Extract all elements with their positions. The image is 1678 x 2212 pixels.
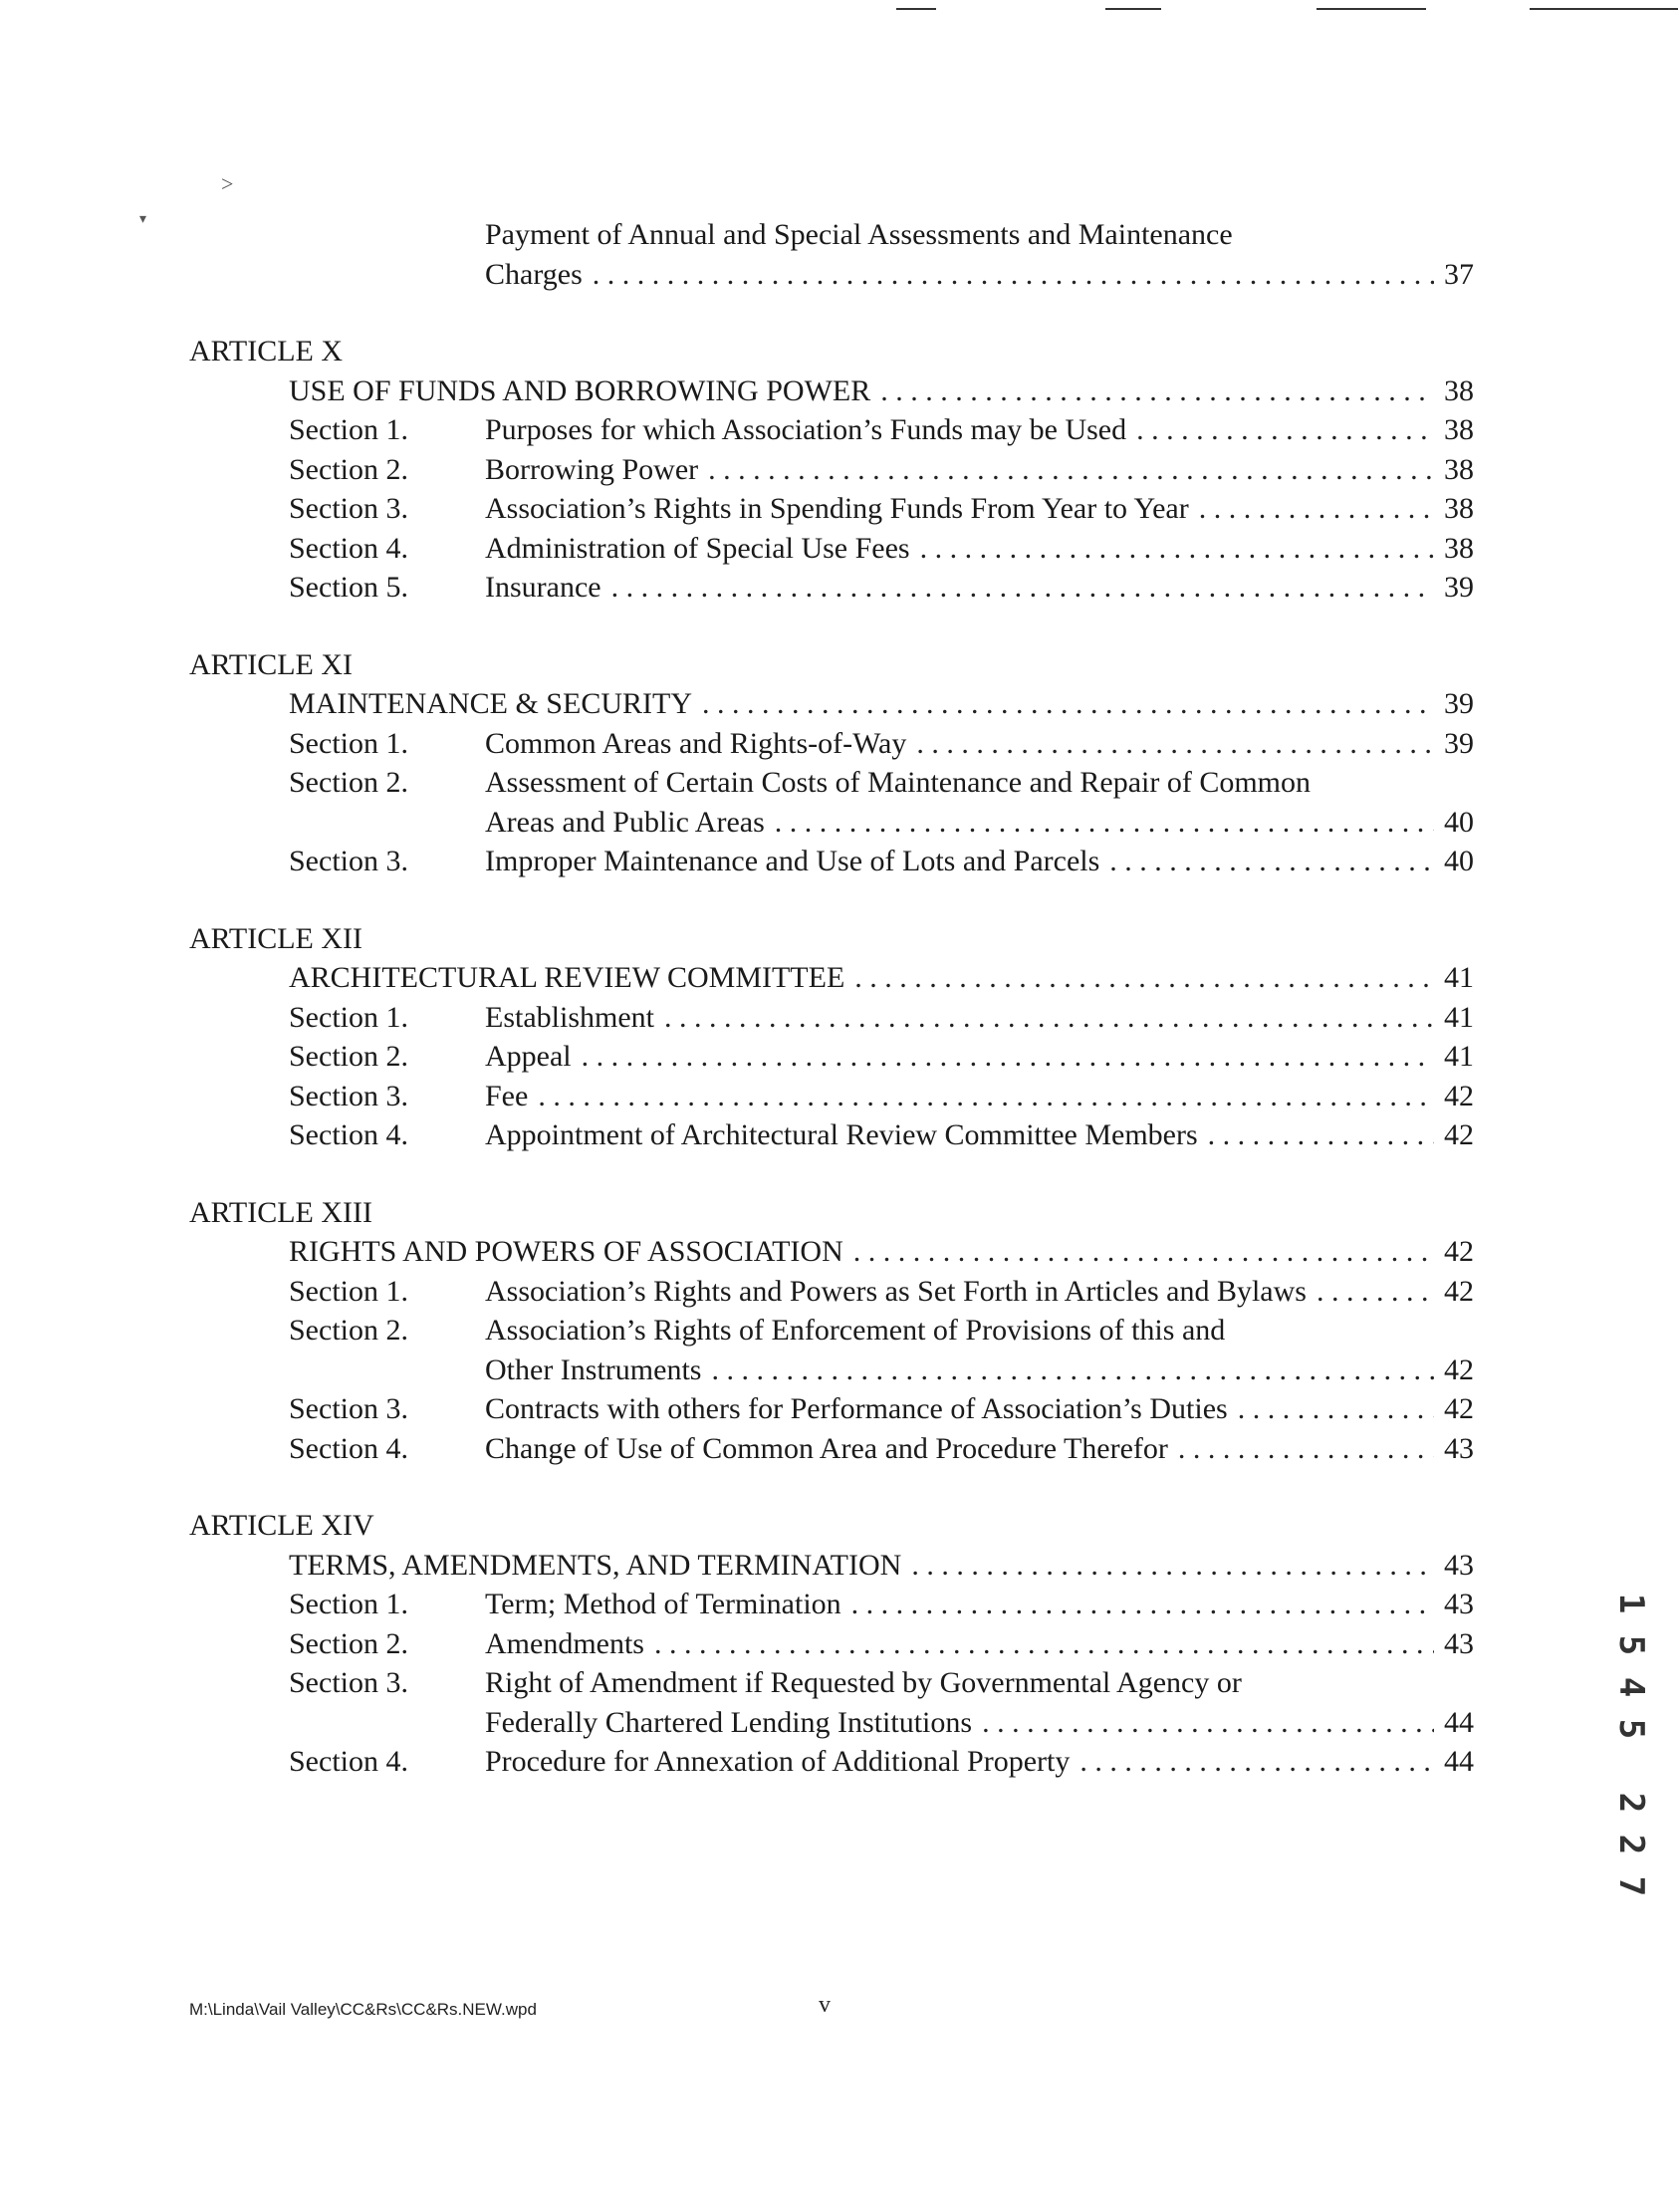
scan-artifact-line [1105,8,1161,10]
section-title: Appeal [485,1040,572,1073]
dot-leader [880,371,1434,411]
table-of-contents [189,215,1474,1782]
stamp-digit: 2 [1611,1792,1651,1814]
toc-page-number: 40 [1444,845,1474,877]
dot-leader [920,529,1434,569]
toc-article [189,645,1474,881]
stamp-digit: 2 [1611,1834,1651,1855]
toc-page-number: 37 [1444,257,1474,291]
section-title: Common Areas and Rights-of-Way [485,726,907,760]
toc-page-number: 41 [1444,1000,1474,1034]
section-number: Section 3. [289,1666,408,1699]
toc-section-row [189,1077,1474,1116]
toc-page-number: 44 [1444,1745,1474,1778]
dot-leader [854,958,1434,998]
article-heading-row [189,684,1474,724]
section-number: Section 2. [289,1626,408,1660]
section-title: Term; Method of Termination [485,1588,841,1620]
section-title-continued: Other Instruments [485,1352,702,1386]
toc-section-row [189,1037,1474,1077]
dot-leader [1178,1429,1434,1469]
toc-section-row [189,568,1474,608]
section-number: Section 3. [289,1079,408,1112]
dot-leader [708,450,1434,490]
toc-page-number: 38 [1444,373,1474,407]
toc-section-row [189,529,1474,569]
toc-article [189,1193,1474,1469]
article-heading: ARCHITECTURAL REVIEW COMMITTEE [289,961,845,994]
section-number: Section 2. [289,766,408,799]
dot-leader [664,998,1434,1038]
dot-leader [593,255,1434,295]
section-title: Insurance [485,571,601,604]
section-number: Section 1. [289,1588,408,1620]
toc-section-row [189,724,1474,764]
section-number: Section 3. [289,492,408,525]
section-number: Section 3. [289,845,408,877]
toc-section-row [189,1389,1474,1429]
footer-file-path: M:\Linda\Vail Valley\CC&Rs\CC&Rs.NEW.wpd [189,2000,537,2019]
article-heading: TERMS, AMENDMENTS, AND TERMINATION [289,1548,902,1582]
section-title: Fee [485,1079,529,1112]
dot-leader [1317,1272,1434,1312]
section-number: Section 4. [289,1118,408,1151]
section-number: Section 4. [289,1431,408,1465]
article-heading-row [189,371,1474,411]
stamp-digit: 1 [1611,1593,1651,1614]
section-title: Appointment of Architectural Review Committee Members [485,1118,1198,1151]
section-title: Borrowing Power [485,452,699,486]
dot-leader [851,1585,1434,1624]
toc-entry-title: Payment of Annual and Special Assessments and Maintenance [485,218,1233,251]
dot-leader [711,1351,1434,1390]
toc-section-continuation-row [189,1351,1474,1390]
footer-page-number: v [819,1992,831,2018]
stamp-digit: 5 [1611,1634,1651,1656]
section-title: Purposes for which Association’s Funds may be Used [485,413,1127,446]
stamp-digit: 5 [1611,1718,1651,1740]
section-title-continued: Federally Chartered Lending Institutions [485,1705,973,1739]
toc-section-row [189,1624,1474,1664]
dot-leader [611,568,1434,608]
section-number: Section 4. [289,1745,408,1778]
section-title: Improper Maintenance and Use of Lots and Parcels [485,845,1100,877]
toc-section-row [189,998,1474,1038]
section-number: Section 1. [289,726,408,760]
toc-page-number: 38 [1444,413,1474,446]
toc-page-number: 39 [1444,571,1474,604]
section-title-continued: Areas and Public Areas [485,805,765,839]
section-number: Section 2. [289,1314,408,1347]
scan-artifact-line [1530,8,1678,10]
toc-page-number: 42 [1444,1274,1474,1308]
toc-section-row [189,410,1474,450]
toc-section-row [189,1742,1474,1782]
section-number: Section 1. [289,1274,408,1308]
article-heading: MAINTENANCE & SECURITY [289,687,692,720]
toc-section-row [189,1663,1474,1703]
section-number: Section 5. [289,571,408,604]
toc-page-number: 42 [1444,1235,1474,1268]
section-title: Amendments [485,1626,644,1660]
toc-section-row [189,842,1474,881]
section-title: Association’s Rights in Spending Funds From Year to Year [485,492,1189,525]
toc-section-row [189,450,1474,490]
toc-page-number: 42 [1444,1079,1474,1112]
section-title: Establishment [485,1000,654,1034]
toc-page-number: 41 [1444,1040,1474,1073]
article-heading-row [189,958,1474,998]
dot-leader [702,684,1434,724]
toc-article [189,919,1474,1155]
article-label: ARTICLE X [189,335,344,368]
toc-page-number: 43 [1444,1588,1474,1620]
article-heading-row [189,1232,1474,1272]
section-number: Section 2. [289,452,408,486]
toc-continuation [189,215,1474,294]
toc-page-number: 42 [1444,1118,1474,1151]
toc-entry-title: Charges [485,257,583,291]
article-heading: RIGHTS AND POWERS OF ASSOCIATION [289,1235,843,1268]
stamp-digit: 4 [1611,1676,1651,1698]
toc-section-row [189,1585,1474,1624]
toc-page-number: 43 [1444,1626,1474,1660]
toc-section-row [189,1429,1474,1469]
dot-leader [582,1037,1434,1077]
toc-page-number: 44 [1444,1705,1474,1739]
toc-page-number: 42 [1444,1352,1474,1386]
toc-section-row [189,489,1474,529]
section-number: Section 1. [289,413,408,446]
toc-page-number: 38 [1444,531,1474,565]
dot-leader [911,1546,1434,1586]
toc-page-number: 43 [1444,1548,1474,1582]
toc-page-number: 39 [1444,687,1474,720]
section-title: Change of Use of Common Area and Procedure Therefor [485,1431,1168,1465]
toc-entry-line [189,215,1474,255]
toc-article [189,332,1474,608]
section-number: Section 3. [289,1392,408,1425]
toc-section-continuation-row [189,803,1474,843]
article-heading: USE OF FUNDS AND BORROWING POWER [289,373,871,407]
dot-leader [775,803,1434,843]
dot-leader [1208,1115,1434,1155]
dot-leader [654,1624,1434,1664]
toc-entry-line [189,255,1474,295]
toc-section-row [189,763,1474,803]
dot-leader [1079,1742,1434,1782]
toc-page-number: 39 [1444,726,1474,760]
article-label: ARTICLE XIV [189,1509,374,1542]
dot-leader [538,1077,1434,1116]
dot-leader [1109,842,1434,881]
toc-page-number: 38 [1444,452,1474,486]
toc-section-row [189,1115,1474,1155]
toc-page-number: 42 [1444,1392,1474,1425]
section-title: Administration of Special Use Fees [485,531,910,565]
toc-section-row [189,1311,1474,1351]
article-label: ARTICLE XII [189,921,362,955]
recording-number-stamp [1611,1584,1651,1912]
toc-page-number: 41 [1444,961,1474,994]
dot-leader [982,1703,1434,1743]
section-title: Association’s Rights and Powers as Set Forth in Articles and Bylaws [485,1274,1307,1308]
toc-page-number: 38 [1444,492,1474,525]
dot-leader [1199,489,1434,529]
scan-speck: ˃ [221,171,234,196]
stamp-digit: 7 [1611,1875,1651,1897]
section-number: Section 4. [289,531,408,565]
scan-artifact-line [1317,8,1426,10]
article-label: ARTICLE XIII [189,1195,372,1229]
toc-article [189,1506,1474,1782]
section-number: Section 2. [289,1040,408,1073]
section-number: Section 1. [289,1000,408,1034]
toc-section-row [189,1272,1474,1312]
toc-section-continuation-row [189,1703,1474,1743]
article-heading-row [189,1546,1474,1586]
section-title: Procedure for Annexation of Additional Property [485,1745,1071,1778]
toc-page-number: 40 [1444,805,1474,839]
section-title: Assessment of Certain Costs of Maintenance and Repair of Common [485,766,1312,799]
dot-leader [916,724,1434,764]
article-label: ARTICLE XI [189,647,354,681]
section-title: Association’s Rights of Enforcement of Provisions of this and [485,1314,1226,1347]
dot-leader [1238,1389,1434,1429]
section-title: Right of Amendment if Requested by Governmental Agency or [485,1666,1242,1699]
scan-speck: ▾ [139,212,147,227]
toc-page-number: 43 [1444,1431,1474,1465]
dot-leader [853,1232,1434,1272]
scan-artifact-line [896,8,936,10]
section-title: Contracts with others for Performance of Association’s Duties [485,1392,1228,1425]
dot-leader [1136,410,1434,450]
